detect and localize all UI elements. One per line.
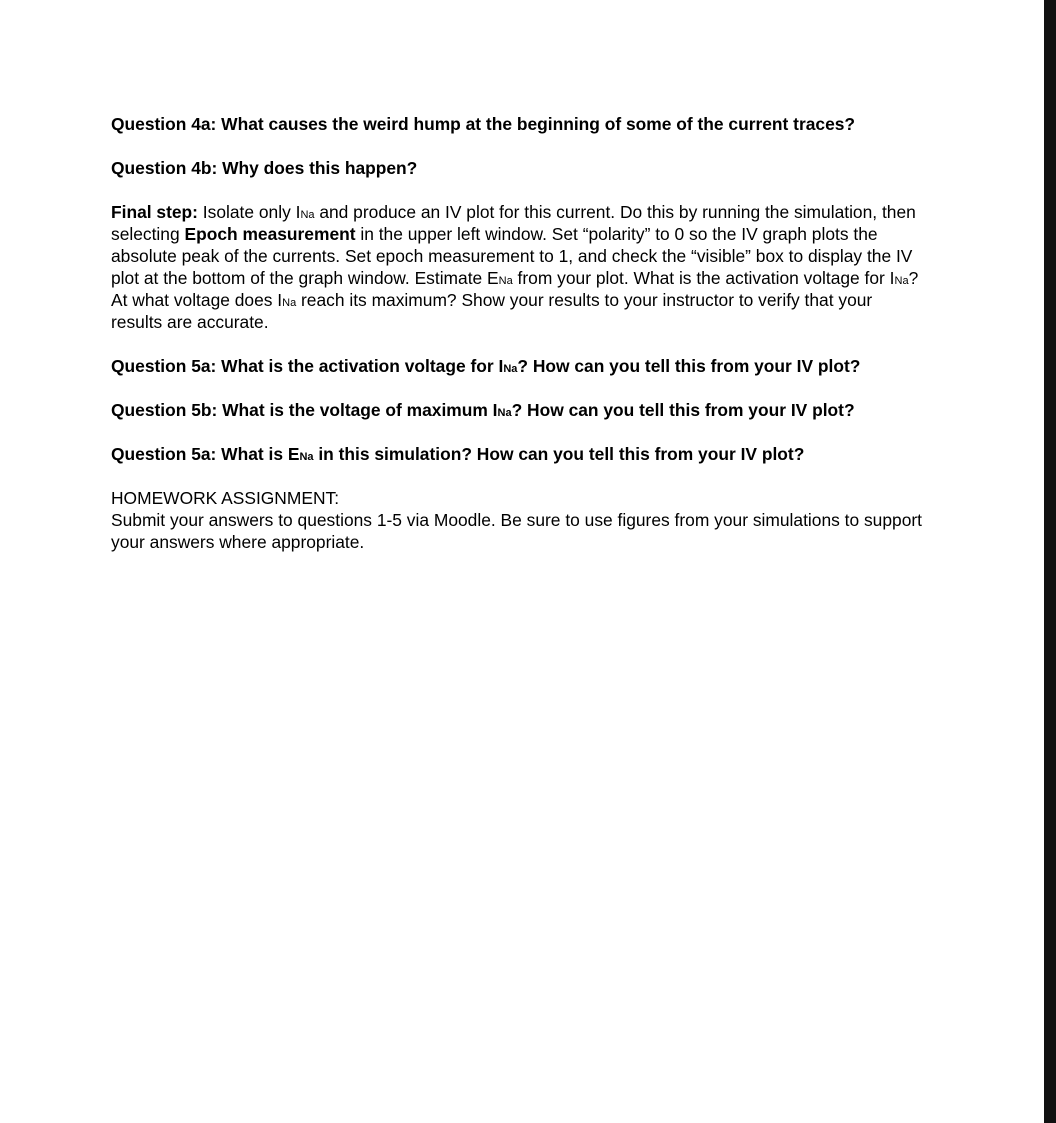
question-5a-sub: Na xyxy=(503,363,518,375)
final-step-sub-2: Na xyxy=(498,275,513,287)
question-5b-text-2: ? How can you tell this from your IV plot? xyxy=(511,400,855,420)
final-step-text-2: and produce an IV plot for this current. Do this by running the simulation, then selecting xyxy=(111,202,916,244)
question-4a: Question 4a: What causes the weird hump at the beginning of some of the current traces? xyxy=(111,114,856,134)
final-step-text-3: in the upper left window. Set “polarity” to 0 so the IV graph plots the absolute peak of the currents. Set epoch measurement to 1, and check the “visible” box to display the IV plot at the bottom of the graph window. Estimate E xyxy=(111,224,913,288)
question-5a-text-1: Question 5a: What is the activation voltage for I xyxy=(111,356,504,376)
question-5b-sub: Na xyxy=(497,407,512,419)
page-edge-border xyxy=(1044,0,1056,1123)
question-5a-ena-text-1: Question 5a: What is E xyxy=(111,444,300,464)
question-5a-ena xyxy=(111,443,926,465)
document-content xyxy=(111,113,926,553)
final-step-paragraph xyxy=(111,201,926,333)
final-step-text-1: Isolate only I xyxy=(197,202,301,222)
final-step-sub-3: Na xyxy=(894,275,909,287)
question-5b-text-1: Question 5b: What is the voltage of maximum I xyxy=(111,400,498,420)
homework-heading: HOMEWORK ASSIGNMENT: xyxy=(111,488,340,508)
homework-body: Submit your answers to questions 1-5 via Moodle. Be sure to use figures from your simulations to support your answers where appropriate. xyxy=(111,510,922,552)
final-step-sub-4: Na xyxy=(282,297,297,309)
final-step-epoch-measurement: Epoch measurement xyxy=(184,224,356,244)
question-5a-ena-sub: Na xyxy=(299,451,314,463)
question-5a xyxy=(111,355,926,377)
final-step-text-6: reach its maximum? Show your results to your instructor to verify that your results are accurate. xyxy=(111,290,873,332)
final-step-text-5: ? At what voltage does I xyxy=(111,268,919,310)
question-5a-ena-text-2: in this simulation? How can you tell this from your IV plot? xyxy=(313,444,805,464)
question-5a-text-2: ? How can you tell this from your IV plot? xyxy=(517,356,861,376)
question-4b: Question 4b: Why does this happen? xyxy=(111,158,418,178)
question-5b xyxy=(111,399,926,421)
final-step-label: Final step: xyxy=(111,202,198,222)
final-step-sub-1: Na xyxy=(300,209,315,221)
final-step-text-4: from your plot. What is the activation voltage for I xyxy=(512,268,895,288)
